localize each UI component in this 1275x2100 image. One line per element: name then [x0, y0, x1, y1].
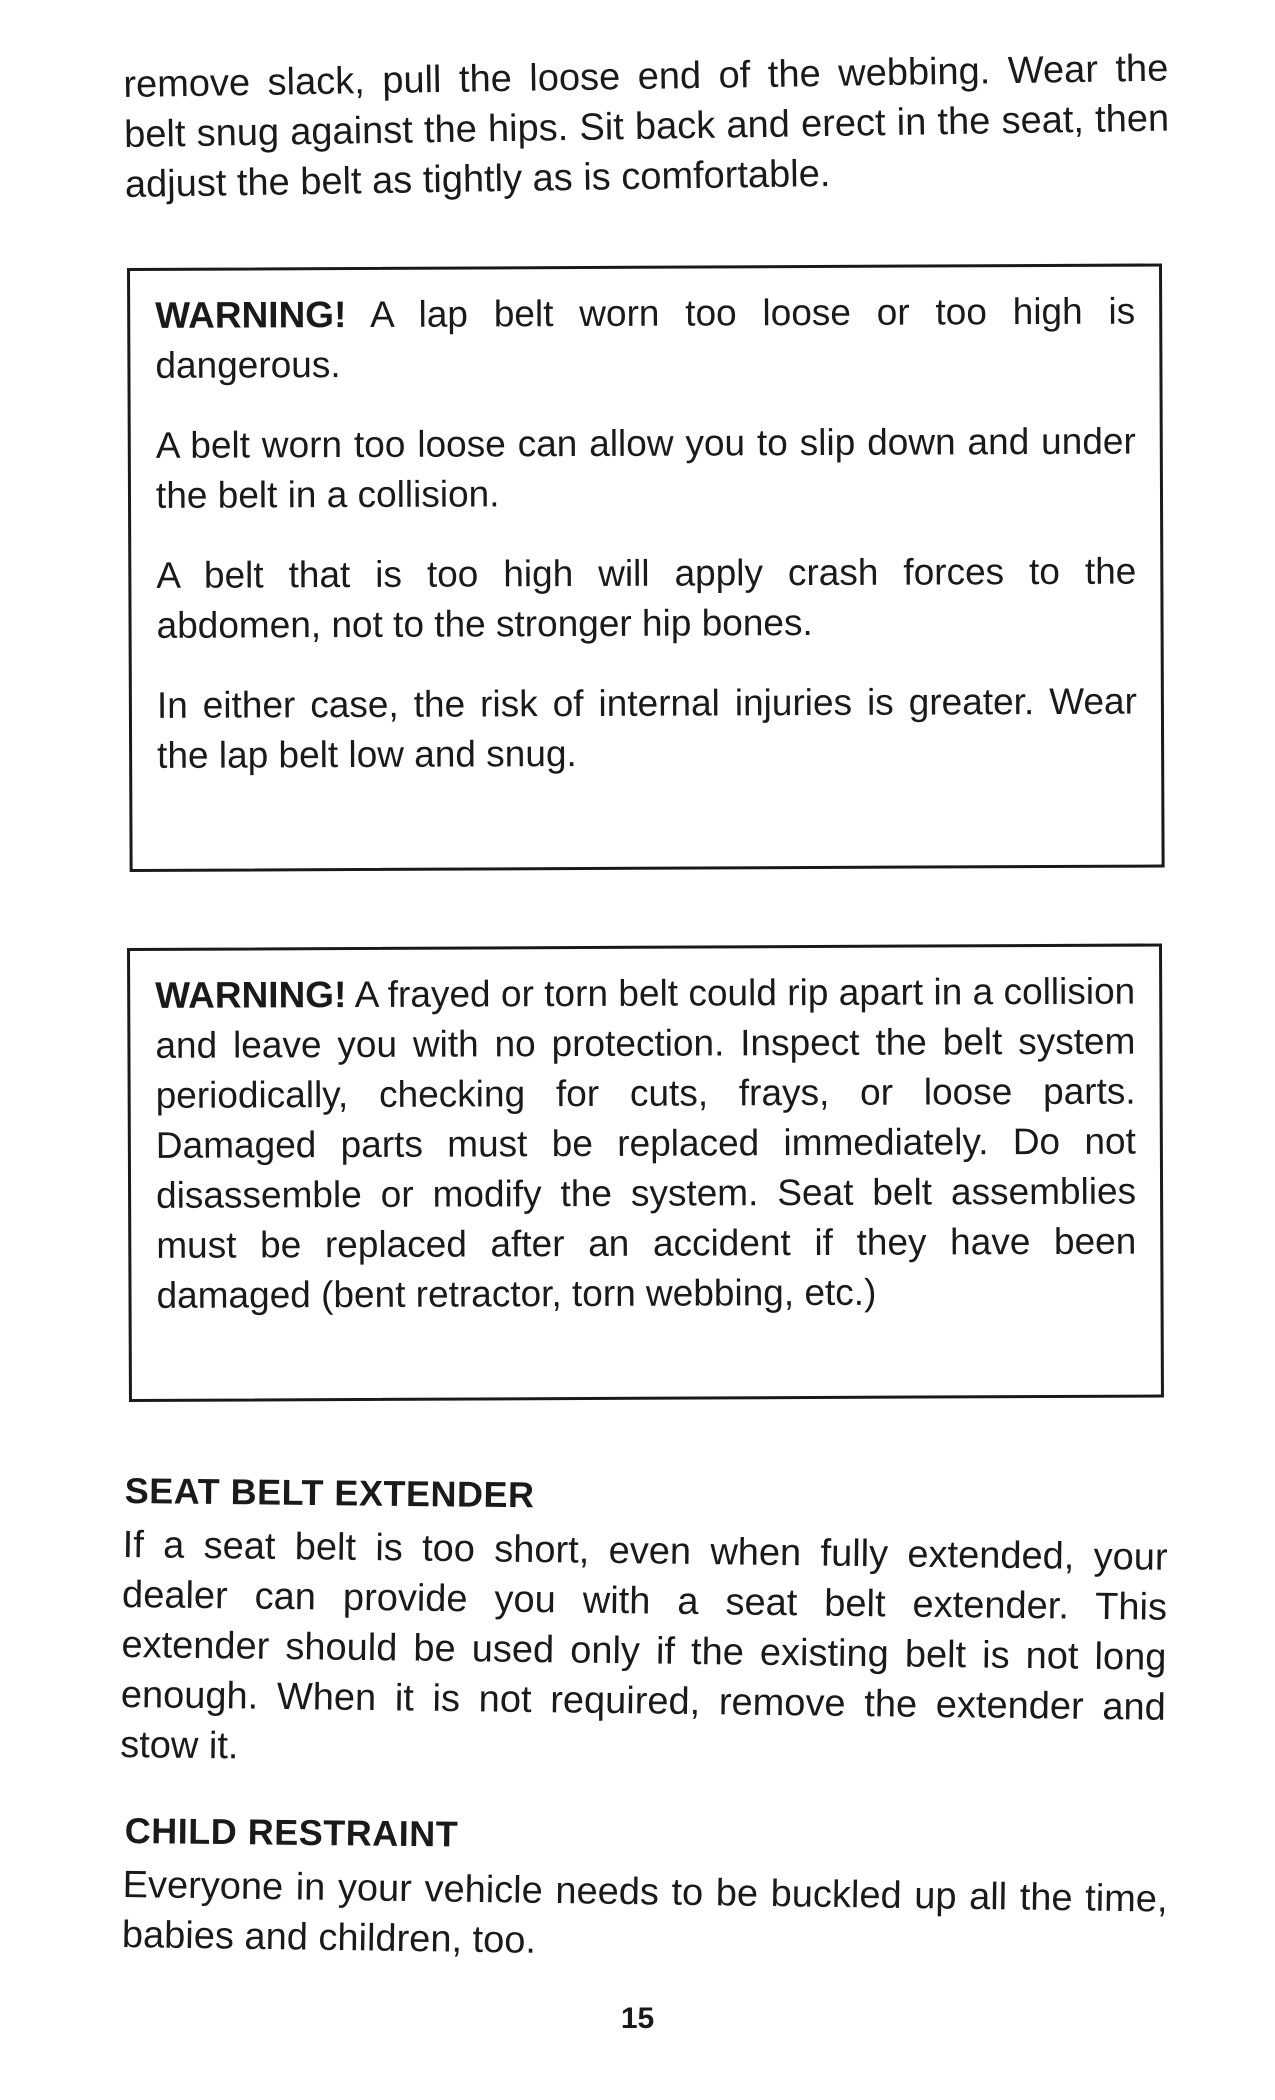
section-heading-child-restraint: CHILD RESTRAINT: [124, 1810, 459, 1855]
intro-paragraph: remove slack, pull the loose end of the webbing. Wear the belt snug against the hips. Sit back and erect in the seat, then adjust the belt as tightly as is comfortable.: [123, 47, 1170, 206]
page-number: 15: [620, 2002, 655, 2035]
warning-lead-text: A lap belt worn too loose or too high is dangerous.: [155, 290, 1136, 386]
seat-belt-extender-paragraph: If a seat belt is too short, even when fully extended, your dealer can provide you with a seat belt extender. This extender should be used only if the existing belt is not long enough. When it is not required, remove the extender and stow it.: [119, 1523, 1168, 1768]
warning-paragraph: A belt that is too high will apply crash forces to the abdomen, not to the stronger hip bones.: [156, 550, 1137, 646]
warning-paragraph: In either case, the risk of internal injuries is greater. Wear the lap belt low and snug.: [156, 680, 1137, 776]
section-heading-seat-belt-extender: SEAT BELT EXTENDER: [124, 1470, 535, 1516]
warning-box-frayed-belt: [127, 943, 1164, 1402]
warning-lead-paragraph: [155, 287, 1135, 391]
child-restraint-paragraph: Everyone in your vehicle needs to be buckled up all the time, babies and children, too.: [121, 1863, 1168, 1962]
warning-text: A frayed or torn belt could rip apart in a collision and leave you with no protection. Inspect the belt system periodically, checking for cuts, frays, or loose parts. Damaged parts must be replaced immediately. Do not disassemble or modify the system. Seat belt assemblies must be replaced after an accident if they have been damaged (bent retractor, torn webbing, etc.): [155, 970, 1137, 1316]
warning-box-lap-belt: [127, 263, 1165, 872]
warning-paragraph: [155, 967, 1137, 1321]
warning-label: WARNING!: [155, 974, 347, 1016]
warning-label: WARNING!: [155, 294, 347, 336]
warning-paragraph: A belt worn too loose can allow you to slip down and under the belt in a collision.: [155, 420, 1136, 516]
